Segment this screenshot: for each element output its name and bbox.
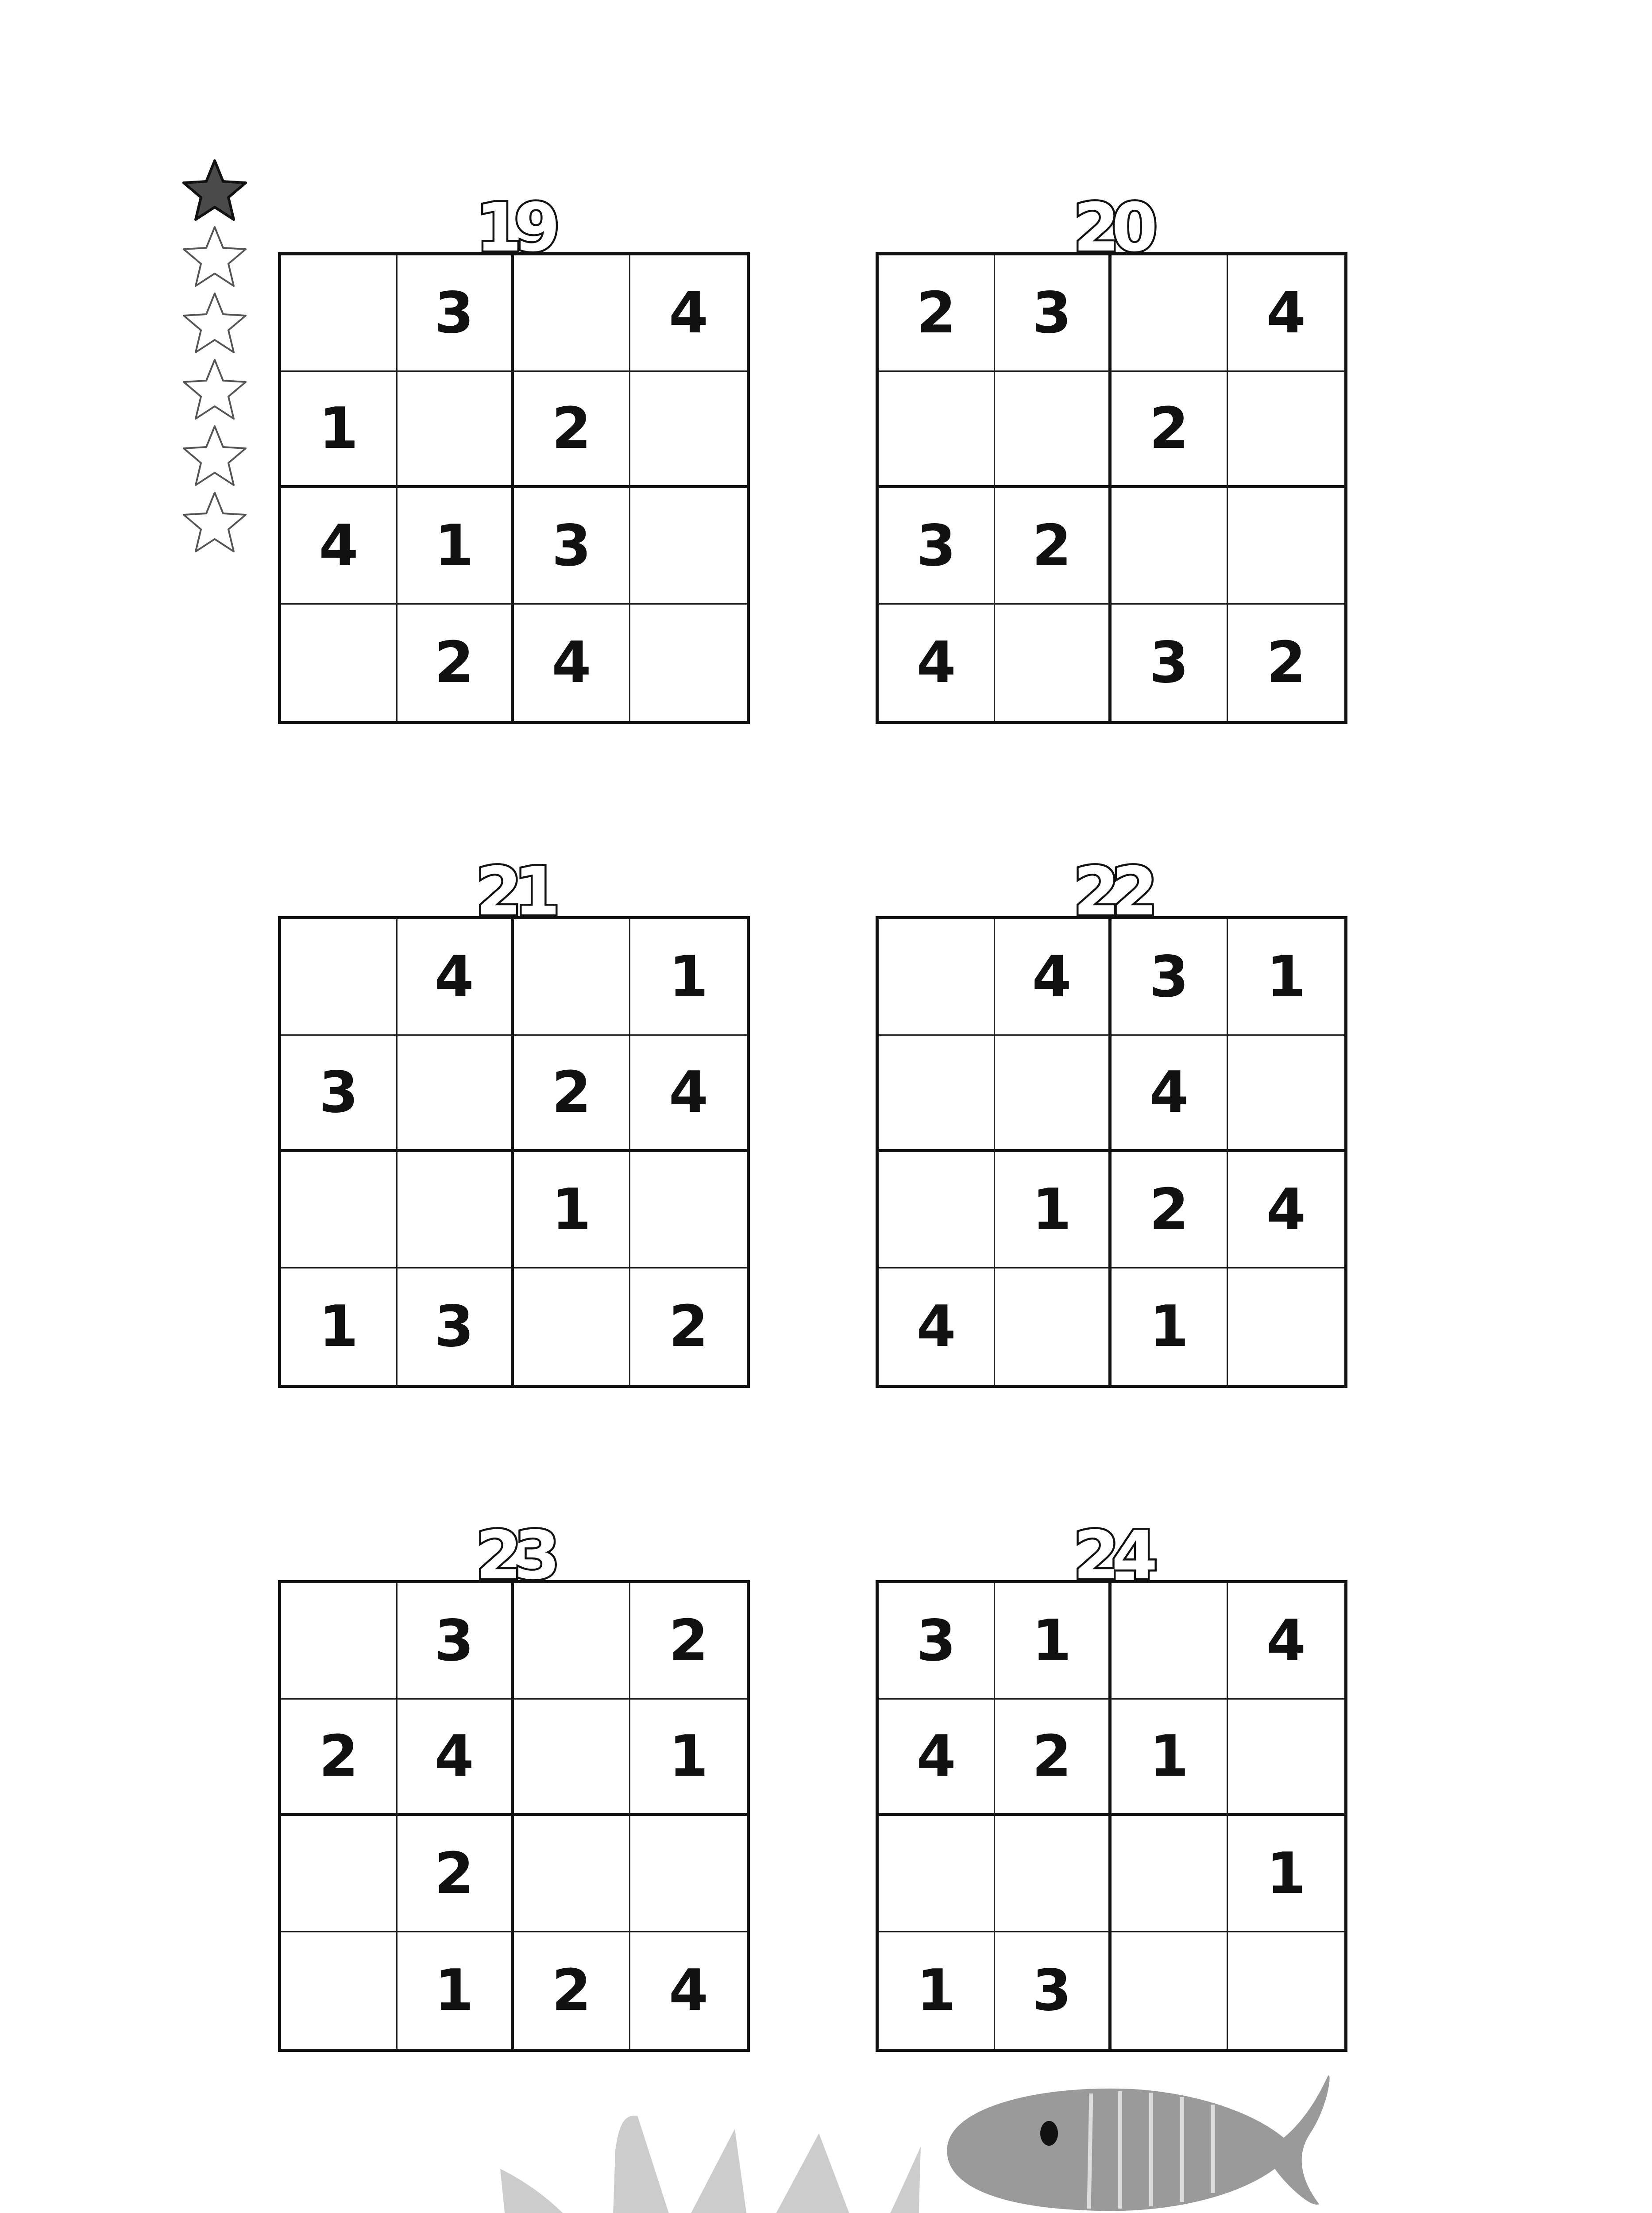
grid-cell[interactable] (281, 919, 398, 1036)
grid-cell[interactable] (995, 605, 1112, 721)
grid-cell[interactable] (514, 1700, 630, 1816)
grid-cell[interactable] (514, 919, 630, 1036)
grid-cell[interactable]: 3 (879, 1583, 995, 1700)
puzzle-number: 20 (1073, 189, 1150, 266)
grid-cell[interactable] (281, 605, 398, 721)
grid-cell[interactable]: 3 (398, 1268, 514, 1385)
fish-eye (1040, 2121, 1058, 2146)
star-icon-filled (181, 157, 248, 224)
grid-cell[interactable] (1228, 372, 1344, 488)
grid-cell[interactable]: 4 (1112, 1036, 1228, 1152)
grid-cell[interactable] (1112, 1816, 1228, 1932)
grid-cell[interactable] (1228, 1036, 1344, 1152)
fish-illustration (947, 2075, 1329, 2211)
sudoku-grid (876, 1580, 1347, 2052)
grid-cell[interactable] (630, 1152, 747, 1268)
grid-cell[interactable] (630, 488, 747, 605)
star-icon-empty (181, 423, 248, 489)
grid-cell[interactable] (1228, 1268, 1344, 1385)
grid-cell[interactable]: 4 (1228, 1152, 1344, 1268)
grid-cell[interactable]: 4 (879, 1268, 995, 1385)
grid-cell[interactable] (1228, 488, 1344, 605)
grid-cell[interactable]: 1 (1112, 1268, 1228, 1385)
puzzle-number: 24 (1073, 1517, 1150, 1594)
grid-cell[interactable]: 1 (995, 1583, 1112, 1700)
grid-cell[interactable] (1112, 255, 1228, 372)
grid-cell[interactable] (1228, 1932, 1344, 2049)
grid-cell[interactable]: 3 (1112, 605, 1228, 721)
grid-cell[interactable]: 3 (398, 1583, 514, 1700)
grid-cell[interactable]: 3 (995, 1932, 1112, 2049)
grid-cell[interactable] (514, 1268, 630, 1385)
grid-cell[interactable]: 3 (879, 488, 995, 605)
grid-cell[interactable] (1112, 488, 1228, 605)
grid-cell[interactable]: 4 (281, 488, 398, 605)
grid-cell[interactable]: 1 (995, 1152, 1112, 1268)
grid-cell[interactable]: 2 (281, 1700, 398, 1816)
grid-cell[interactable] (281, 1583, 398, 1700)
grid-cell[interactable]: 1 (630, 919, 747, 1036)
grid-cell[interactable]: 2 (1266, 630, 1306, 696)
grid-cell[interactable]: 2 (398, 1816, 514, 1932)
puzzle-number: 23 (475, 1517, 552, 1594)
difficulty-rating (181, 157, 252, 555)
grid-cell[interactable]: 3 (514, 488, 630, 605)
grid-cell[interactable] (879, 919, 995, 1036)
grid-cell[interactable]: 4 (668, 1958, 709, 2024)
grid-cell[interactable]: 3 (281, 1036, 398, 1152)
grid-cell[interactable]: 1 (398, 488, 514, 605)
grid-cell[interactable]: 1 (1228, 919, 1344, 1036)
sudoku-grid (876, 916, 1347, 1388)
grid-cell[interactable] (281, 1152, 398, 1268)
grid-cell[interactable]: 1 (514, 1152, 630, 1268)
grid-cell[interactable] (879, 372, 995, 488)
grid-cell[interactable] (398, 1036, 514, 1152)
grid-cell[interactable] (995, 1036, 1112, 1152)
grid-cell[interactable] (995, 1816, 1112, 1932)
grid-cell[interactable] (1112, 1583, 1228, 1700)
grid-cell[interactable]: 2 (514, 1036, 630, 1152)
grid-cell[interactable]: 2 (398, 605, 514, 721)
grid-cell[interactable] (630, 372, 747, 488)
grid-cell[interactable] (879, 1036, 995, 1152)
grid-cell[interactable]: 4 (879, 1700, 995, 1816)
star-icon-empty (181, 290, 248, 356)
puzzle-number: 21 (475, 853, 552, 930)
grid-cell[interactable]: 1 (1228, 1816, 1344, 1932)
grid-cell[interactable]: 2 (879, 255, 995, 372)
grid-cell[interactable]: 1 (398, 1932, 514, 2049)
grid-cell[interactable] (630, 605, 747, 721)
puzzle-number: 22 (1073, 853, 1150, 930)
grid-cell[interactable] (281, 255, 398, 372)
grid-cell[interactable]: 4 (398, 1700, 514, 1816)
grid-cell[interactable] (514, 255, 630, 372)
grid-cell[interactable]: 2 (514, 1932, 630, 2049)
grid-cell[interactable]: 4 (995, 919, 1112, 1036)
puzzle-number: 19 (475, 189, 552, 266)
grid-cell[interactable]: 1 (630, 1700, 747, 1816)
grid-cell[interactable]: 4 (879, 605, 995, 721)
star-icon-empty (181, 489, 248, 555)
grid-cell[interactable]: 4 (398, 919, 514, 1036)
grid-cell[interactable]: 3 (398, 255, 514, 372)
grid-cell[interactable]: 1 (879, 1932, 995, 2049)
grid-cell[interactable] (995, 372, 1112, 488)
grid-cell[interactable] (398, 1152, 514, 1268)
sudoku-grid (278, 1580, 750, 2052)
grid-cell[interactable]: 2 (630, 1583, 747, 1700)
grid-cell[interactable] (630, 1816, 747, 1932)
grid-cell[interactable]: 4 (630, 255, 747, 372)
grid-cell[interactable]: 1 (281, 372, 398, 488)
grid-cell[interactable]: 1 (1112, 1700, 1228, 1816)
grid-cell[interactable]: 2 (995, 488, 1112, 605)
grid-cell[interactable] (1228, 1700, 1344, 1816)
grid-cell[interactable] (1112, 1932, 1228, 2049)
grid-cell[interactable] (398, 372, 514, 488)
grid-cell[interactable]: 2 (668, 1294, 709, 1360)
grid-cell[interactable] (879, 1816, 995, 1932)
grid-cell[interactable]: 2 (995, 1700, 1112, 1816)
sudoku-grid (278, 252, 750, 724)
grid-cell[interactable]: 4 (514, 605, 630, 721)
grid-cell[interactable]: 2 (1112, 1152, 1228, 1268)
grid-cell[interactable] (281, 1816, 398, 1932)
sudoku-grid (876, 252, 1347, 724)
grid-cell[interactable]: 3 (995, 255, 1112, 372)
grid-cell[interactable]: 2 (1112, 372, 1228, 488)
grid-cell[interactable] (514, 1583, 630, 1700)
grass-illustration (500, 2116, 921, 2213)
grid-cell[interactable]: 4 (1228, 255, 1344, 372)
grid-cell[interactable]: 3 (1112, 919, 1228, 1036)
grid-cell[interactable]: 4 (630, 1036, 747, 1152)
star-icon-empty (181, 356, 248, 423)
grid-cell[interactable]: 2 (514, 372, 630, 488)
grid-cell[interactable] (879, 1152, 995, 1268)
grid-cell[interactable]: 1 (281, 1268, 398, 1385)
grid-cell[interactable] (281, 1932, 398, 2049)
grid-cell[interactable]: 4 (1228, 1583, 1344, 1700)
star-icon-empty (181, 224, 248, 290)
sudoku-grid (278, 916, 750, 1388)
fish-stripes (1089, 2091, 1213, 2209)
grid-cell[interactable] (514, 1816, 630, 1932)
grid-cell[interactable] (995, 1268, 1112, 1385)
fish-body (947, 2075, 1329, 2211)
